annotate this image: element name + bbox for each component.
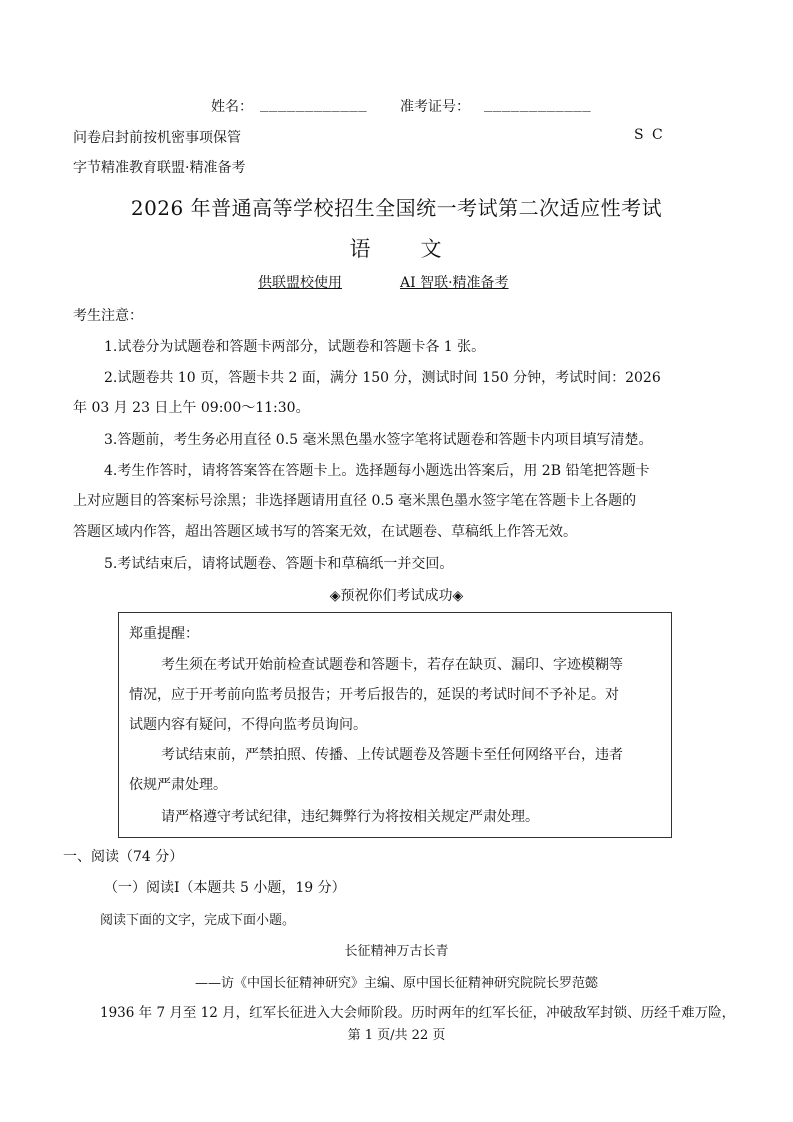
- usage-right: AI 智联·精准备考: [400, 275, 509, 291]
- wish-text: ◈预祝你们考试成功◈: [329, 588, 464, 604]
- article-subtitle: ——访《中国长征精神研究》主编、原中国长征精神研究院院长罗范懿: [194, 976, 598, 991]
- section-sub-heading: （一）阅读Ⅰ（本题共 5 小题，19 分）: [104, 880, 346, 896]
- note-item-2-line-1: 2.试题卷共 10 页，答题卡共 2 面，满分 150 分，测试时间 150 分钟，考试时间：2026: [104, 370, 661, 386]
- reminder-p2-line-2: 依规严肃处理。: [129, 777, 227, 793]
- section-heading: 一、阅读（74 分）: [63, 849, 184, 865]
- subject-char-1: 语: [349, 237, 373, 261]
- organizer: 字节精准教育联盟·精准备考: [73, 160, 246, 176]
- usage-line: [258, 272, 509, 292]
- reminder-p1-line-1: 考生须在考试开始前检查试题卷和答题卡，若存在缺页、漏印、字迹模糊等: [161, 657, 623, 673]
- note-item-4-line-1: 4.考生作答时，请将答案答在答题卡上。选择题每小题选出答案后，用 2B 铅笔把答题卡: [104, 463, 650, 479]
- note-item-2-line-2: 年 03 月 23 日上午 09:00～11:30。: [73, 400, 310, 416]
- exam-id-blank[interactable]: ____________: [484, 96, 592, 112]
- exam-title: 2026 年普通高等学校招生全国统一考试第二次适应性考试: [130, 196, 663, 220]
- article-title: 长征精神万古长青: [344, 944, 449, 959]
- reminder-heading: 郑重提醒：: [129, 626, 199, 642]
- article-first-line: 1936 年 7 月至 12 月，红军长征进入大会师阶段。历时两年的红军长征，冲破敌军封锁、历经千难万险，: [100, 1005, 736, 1021]
- note-item-1: 1.试卷分为试题卷和答题卡两部分，试题卷和答题卡各 1 张。: [104, 339, 486, 355]
- name-blank[interactable]: ____________: [260, 96, 368, 112]
- section-instruction: 阅读下面的文字，完成下面小题。: [100, 913, 296, 928]
- reminder-box: [118, 612, 672, 838]
- name-label: 姓名：: [211, 99, 253, 115]
- reminder-p3: 请严格遵守考试纪律，违纪舞弊行为将按相关规定严肃处理。: [161, 809, 539, 825]
- notes-heading: 考生注意：: [73, 308, 143, 324]
- note-item-4-line-2: 上对应题目的答案标号涂黑；非选择题请用直径 0.5 毫米黑色墨水签字笔在答题卡上各题的: [73, 493, 637, 509]
- note-item-3: 3.答题前，考生务必用直径 0.5 毫米黑色墨水签字笔将试题卷和答题卡内项目填写清楚。: [104, 432, 653, 448]
- page-number: 第 1 页/共 22 页: [347, 1028, 446, 1043]
- note-item-4-line-3: 答题区域内作答，超出答题区域书写的答案无效，在试题卷、草稿纸上作答无效。: [73, 524, 577, 540]
- reminder-p1-line-2: 情况，应于开考前向监考员报告；开考后报告的，延误的考试时间不予补足。对: [129, 687, 619, 703]
- subject-title: [0, 233, 793, 263]
- note-item-5: 5.考试结束后，请将试题卷、答题卡和草稿纸一并交回。: [104, 556, 454, 572]
- reminder-p2-line-1: 考试结束前，严禁拍照、传播、上传试题卷及答题卡至任何网络平台，违者: [161, 747, 623, 763]
- exam-id-label: 准考证号：: [400, 99, 470, 115]
- paper-code: S C: [634, 127, 665, 143]
- usage-left: 供联盟校使用: [258, 275, 342, 291]
- subject-char-2: 文: [420, 237, 444, 261]
- reminder-p1-line-3: 试题内容有疑问，不得向监考员询问。: [129, 717, 367, 733]
- security-notice: 问卷启封前按机密事项保管: [73, 130, 241, 146]
